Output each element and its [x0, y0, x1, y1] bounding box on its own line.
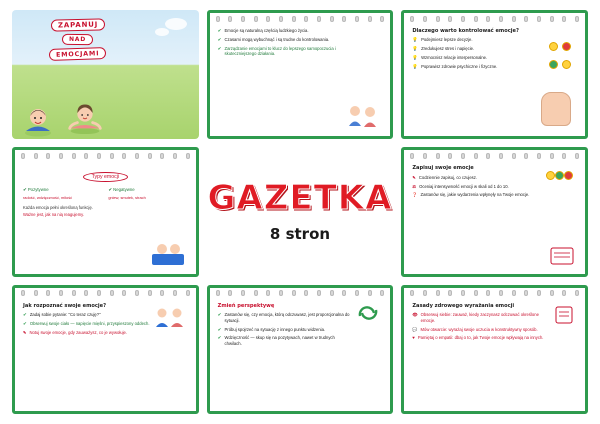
cloud-shape: [165, 18, 187, 30]
cloud-shape: [155, 28, 169, 36]
cover-card[interactable]: [12, 10, 199, 139]
speech-icon: 💬: [412, 326, 418, 332]
cover-title: [26, 19, 130, 63]
list-item: ✔ Próbuj spojrzeć na sytuację z innego punktu widzenia.: [217, 326, 326, 332]
cover-word-2: NAD: [62, 34, 93, 46]
card-note: Każda emocja pełni określoną funkcję.: [23, 204, 93, 210]
card-title: Zapisuj swoje emocje: [412, 165, 474, 172]
spiral-binding: [21, 290, 190, 297]
list-item: ✔ Zarządzanie emocjami to klucz do lepszego samopoczucia i skuteczniejszego działania.: [217, 45, 336, 57]
card-title: Dlaczego warto kontrolować emocje?: [412, 28, 519, 34]
bulb-icon: 💡: [412, 63, 419, 69]
list-item: 💡 Wzmocnisz relacje interpersonalne.: [412, 55, 488, 61]
doctor-illustration-icon: [150, 240, 186, 266]
list-item: 💡 Podejmiesz lepsze decyzje.: [412, 37, 473, 43]
check-icon: ✔: [217, 335, 222, 341]
card-zapisuj-emocje[interactable]: [401, 147, 588, 276]
list-item: ✔ Obserwuj swoje ciało — napięcie mięśni, przyspieszony oddech.: [23, 320, 150, 326]
think-icon: ❓: [412, 192, 418, 198]
people-illustration-icon: [346, 102, 380, 128]
check-icon: ✔: [23, 187, 27, 193]
card-title: Jak rozpoznać swoje emocje?: [23, 302, 107, 309]
bullet-list: [218, 28, 383, 57]
negative-label: Negatywne: [113, 187, 135, 193]
check-icon: ✔: [217, 312, 222, 318]
spiral-binding: [410, 290, 579, 297]
cover-word-1: ZAPANUJ: [51, 18, 105, 31]
spiral-binding: [216, 290, 385, 297]
hand-illustration-icon: [541, 92, 571, 126]
list-item: ❓ Zastanów się, jakie wydarzenia wpłynęły na Twoje emocje.: [412, 192, 530, 198]
check-icon: ✔: [217, 28, 222, 33]
list-item: ✔ Emocje są naturalną częścią ludzkiego życia.: [217, 28, 309, 33]
card-note-2: Ważne jest, jak na nią reagujemy.: [23, 211, 84, 217]
card-dlaczego-kontrolowac[interactable]: [401, 10, 588, 139]
card-zmien-perspektywe[interactable]: [207, 285, 394, 414]
card-title: Zasady zdrowego wyrażania emocji: [412, 302, 515, 309]
list-item: ✔ Czasami mogą wybuchnąć i są trudne do kontrolowania.: [217, 36, 330, 42]
spiral-binding: [410, 152, 579, 159]
list-item: ♥ Pamiętaj o empatii: dbaj o to, jak Twoje emocje wpływają na innych.: [412, 335, 544, 341]
list-item: ⚖ Oceniaj intensywność emocji w skali od 1 do 10.: [412, 183, 509, 189]
bulb-icon: 💡: [412, 55, 419, 61]
card-emocje-naturalne[interactable]: [207, 10, 394, 139]
spiral-binding: [410, 15, 579, 22]
pencil-icon: ✎: [23, 329, 27, 335]
list-item: ✔ Zadaj sobie pytanie: "Co teraz czuję?": [23, 312, 101, 318]
gazetka-subtitle: 8 stron: [269, 224, 331, 243]
list-item: 👁 Obserwuj siebie: zauważ, kiedy zaczynasz odczuwać określone emocje.: [412, 312, 539, 323]
list-item: ✔ Zastanów się, czy emocja, którą odczuwasz, jest proporcjonalna do sytuacji.: [217, 312, 350, 323]
cover-word-3: EMOCJAMI: [49, 47, 107, 61]
positive-label: Pozytywne: [27, 187, 49, 193]
heart-icon: ♥: [412, 335, 415, 341]
negative-examples: gniew, smutek, strach: [108, 195, 146, 201]
eye-icon: 👁: [412, 312, 418, 318]
gazetka-title: GAZETKA: [207, 177, 393, 218]
card-title: Zmień perspektywę: [217, 302, 275, 309]
card-title: Typy emocji: [83, 172, 128, 182]
bullet-list: [412, 312, 577, 341]
bullet-list: [23, 312, 188, 335]
positive-examples: radość, wdzięczność, miłość: [23, 195, 73, 201]
list-item: ✎ Notuj swoje emocje, gdy zauważysz, co je wywołuje.: [23, 329, 128, 335]
list-item: 💡 Poprawisz zdrowie psychiczne i fizyczne.: [412, 63, 498, 69]
bullet-list: [412, 37, 577, 69]
yoga-girl-illustration-icon: [64, 93, 106, 135]
list-item: 💡 Zredukujesz stres i napięcie.: [412, 46, 475, 52]
bullet-list: [218, 312, 383, 347]
check-icon: ✔: [217, 45, 222, 51]
spiral-binding: [216, 15, 385, 22]
pencil-icon: ✎: [412, 174, 416, 180]
scale-icon: ⚖: [412, 183, 417, 189]
list-item: ✎ Codziennie zapisuj, co czujesz.: [412, 174, 478, 180]
check-icon: ✔: [23, 312, 27, 318]
card-jak-rozpoznac[interactable]: [12, 285, 199, 414]
bulb-icon: 💡: [412, 46, 419, 52]
bullet-list: [412, 175, 577, 198]
kid-illustration-icon: [18, 97, 58, 137]
notebook-illustration-icon: [549, 246, 575, 266]
card-typy-emocji[interactable]: [12, 147, 199, 276]
spiral-binding: [21, 152, 190, 159]
check-icon: ✔: [108, 187, 112, 193]
bulb-icon: 💡: [412, 37, 419, 43]
card-zasady-wyrazania[interactable]: [401, 285, 588, 414]
check-icon: ✔: [217, 326, 222, 332]
list-item: ✔ Wdzięczność — skup się na pozytywach, nawet w trudnych chwilach.: [217, 335, 335, 347]
check-icon: ✔: [217, 36, 222, 42]
center-title-block: [207, 147, 394, 276]
list-item: 💬 Mów otwarcie: wyrażaj swoje uczucia w konstruktywny sposób.: [412, 326, 538, 332]
check-icon: ✔: [23, 320, 27, 326]
